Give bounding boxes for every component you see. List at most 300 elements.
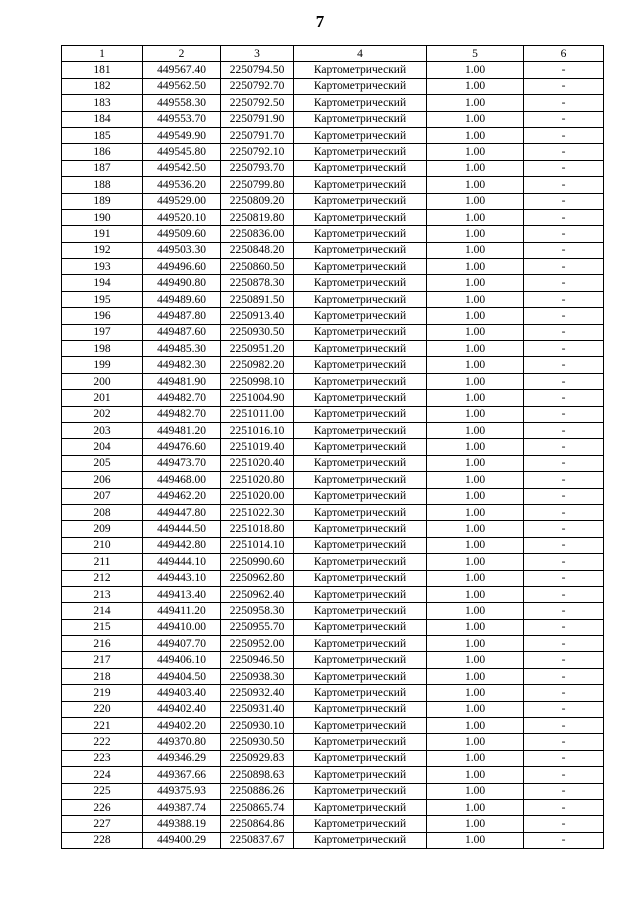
method-cell: Картометрический [294, 242, 427, 258]
y-coordinate-cell: 2250998.10 [221, 373, 294, 389]
note-cell: - [524, 570, 604, 586]
point-number-cell: 218 [62, 668, 143, 684]
note-cell: - [524, 160, 604, 176]
note-cell: - [524, 308, 604, 324]
note-cell: - [524, 734, 604, 750]
table-row [62, 652, 604, 668]
accuracy-cell: 1.00 [427, 619, 524, 635]
x-coordinate-cell: 449444.50 [143, 521, 221, 537]
x-coordinate-cell: 449404.50 [143, 668, 221, 684]
method-cell: Картометрический [294, 193, 427, 209]
point-number-cell: 191 [62, 226, 143, 242]
point-number-cell: 226 [62, 799, 143, 815]
accuracy-cell: 1.00 [427, 554, 524, 570]
y-coordinate-cell: 2251022.30 [221, 504, 294, 520]
method-cell: Картометрический [294, 767, 427, 783]
note-cell: - [524, 832, 604, 848]
x-coordinate-cell: 449447.80 [143, 504, 221, 520]
method-cell: Картометрический [294, 422, 427, 438]
note-cell: - [524, 521, 604, 537]
point-number-cell: 221 [62, 718, 143, 734]
table-row [62, 291, 604, 307]
y-coordinate-cell: 2251004.90 [221, 390, 294, 406]
point-number-cell: 220 [62, 701, 143, 717]
point-number-cell: 222 [62, 734, 143, 750]
note-cell: - [524, 799, 604, 815]
method-cell: Картометрический [294, 652, 427, 668]
column-header: 4 [294, 46, 427, 62]
y-coordinate-cell: 2250792.70 [221, 78, 294, 94]
point-number-cell: 212 [62, 570, 143, 586]
column-header: 3 [221, 46, 294, 62]
note-cell: - [524, 406, 604, 422]
note-cell: - [524, 111, 604, 127]
y-coordinate-cell: 2250878.30 [221, 275, 294, 291]
y-coordinate-cell: 2250955.70 [221, 619, 294, 635]
x-coordinate-cell: 449346.29 [143, 750, 221, 766]
point-number-cell: 206 [62, 472, 143, 488]
y-coordinate-cell: 2250952.00 [221, 636, 294, 652]
note-cell: - [524, 259, 604, 275]
table-row [62, 521, 604, 537]
accuracy-cell: 1.00 [427, 439, 524, 455]
y-coordinate-cell: 2251020.80 [221, 472, 294, 488]
note-cell: - [524, 767, 604, 783]
column-header: 5 [427, 46, 524, 62]
note-cell: - [524, 750, 604, 766]
method-cell: Картометрический [294, 619, 427, 635]
method-cell: Картометрический [294, 472, 427, 488]
method-cell: Картометрический [294, 455, 427, 471]
note-cell: - [524, 127, 604, 143]
table-row [62, 832, 604, 848]
method-cell: Картометрический [294, 406, 427, 422]
method-cell: Картометрический [294, 341, 427, 357]
y-coordinate-cell: 2251020.00 [221, 488, 294, 504]
column-header: 6 [524, 46, 604, 62]
method-cell: Картометрический [294, 308, 427, 324]
method-cell: Картометрический [294, 816, 427, 832]
note-cell: - [524, 193, 604, 209]
point-number-cell: 228 [62, 832, 143, 848]
x-coordinate-cell: 449503.30 [143, 242, 221, 258]
method-cell: Картометрический [294, 554, 427, 570]
method-cell: Картометрический [294, 209, 427, 225]
method-cell: Картометрический [294, 78, 427, 94]
method-cell: Картометрический [294, 324, 427, 340]
x-coordinate-cell: 449442.80 [143, 537, 221, 553]
table-header-row [62, 46, 604, 62]
point-number-cell: 184 [62, 111, 143, 127]
point-number-cell: 227 [62, 816, 143, 832]
x-coordinate-cell: 449411.20 [143, 603, 221, 619]
table-row [62, 554, 604, 570]
method-cell: Картометрический [294, 357, 427, 373]
table-row [62, 390, 604, 406]
accuracy-cell: 1.00 [427, 291, 524, 307]
y-coordinate-cell: 2250837.67 [221, 832, 294, 848]
note-cell: - [524, 685, 604, 701]
note-cell: - [524, 718, 604, 734]
x-coordinate-cell: 449496.60 [143, 259, 221, 275]
method-cell: Картометрический [294, 95, 427, 111]
y-coordinate-cell: 2250886.26 [221, 783, 294, 799]
y-coordinate-cell: 2250864.86 [221, 816, 294, 832]
table-row [62, 242, 604, 258]
accuracy-cell: 1.00 [427, 799, 524, 815]
table-row [62, 324, 604, 340]
y-coordinate-cell: 2250931.40 [221, 701, 294, 717]
column-header: 1 [62, 46, 143, 62]
accuracy-cell: 1.00 [427, 586, 524, 602]
point-number-cell: 209 [62, 521, 143, 537]
point-number-cell: 190 [62, 209, 143, 225]
method-cell: Картометрический [294, 750, 427, 766]
accuracy-cell: 1.00 [427, 472, 524, 488]
point-number-cell: 211 [62, 554, 143, 570]
method-cell: Картометрический [294, 701, 427, 717]
y-coordinate-cell: 2250793.70 [221, 160, 294, 176]
method-cell: Картометрический [294, 636, 427, 652]
point-number-cell: 207 [62, 488, 143, 504]
method-cell: Картометрический [294, 718, 427, 734]
table-body [62, 62, 604, 849]
y-coordinate-cell: 2250946.50 [221, 652, 294, 668]
y-coordinate-cell: 2250962.40 [221, 586, 294, 602]
table-row [62, 308, 604, 324]
accuracy-cell: 1.00 [427, 406, 524, 422]
accuracy-cell: 1.00 [427, 783, 524, 799]
note-cell: - [524, 226, 604, 242]
x-coordinate-cell: 449481.90 [143, 373, 221, 389]
method-cell: Картометрический [294, 537, 427, 553]
accuracy-cell: 1.00 [427, 701, 524, 717]
point-number-cell: 188 [62, 177, 143, 193]
note-cell: - [524, 275, 604, 291]
page-number: 7 [315, 12, 325, 31]
point-number-cell: 196 [62, 308, 143, 324]
table-row [62, 668, 604, 684]
note-cell: - [524, 209, 604, 225]
x-coordinate-cell: 449558.30 [143, 95, 221, 111]
accuracy-cell: 1.00 [427, 242, 524, 258]
method-cell: Картометрический [294, 570, 427, 586]
accuracy-cell: 1.00 [427, 734, 524, 750]
x-coordinate-cell: 449402.20 [143, 718, 221, 734]
x-coordinate-cell: 449468.00 [143, 472, 221, 488]
x-coordinate-cell: 449476.60 [143, 439, 221, 455]
method-cell: Картометрический [294, 226, 427, 242]
x-coordinate-cell: 449545.80 [143, 144, 221, 160]
table-row [62, 144, 604, 160]
y-coordinate-cell: 2250791.70 [221, 127, 294, 143]
point-number-cell: 198 [62, 341, 143, 357]
method-cell: Картометрический [294, 783, 427, 799]
x-coordinate-cell: 449562.50 [143, 78, 221, 94]
point-number-cell: 199 [62, 357, 143, 373]
accuracy-cell: 1.00 [427, 78, 524, 94]
table-row [62, 111, 604, 127]
note-cell: - [524, 390, 604, 406]
x-coordinate-cell: 449402.40 [143, 701, 221, 717]
table-row [62, 209, 604, 225]
point-number-cell: 186 [62, 144, 143, 160]
table-row [62, 373, 604, 389]
y-coordinate-cell: 2250809.20 [221, 193, 294, 209]
point-number-cell: 219 [62, 685, 143, 701]
table-row [62, 406, 604, 422]
accuracy-cell: 1.00 [427, 373, 524, 389]
table-row [62, 259, 604, 275]
method-cell: Картометрический [294, 504, 427, 520]
note-cell: - [524, 668, 604, 684]
x-coordinate-cell: 449520.10 [143, 209, 221, 225]
note-cell: - [524, 504, 604, 520]
x-coordinate-cell: 449549.90 [143, 127, 221, 143]
accuracy-cell: 1.00 [427, 521, 524, 537]
accuracy-cell: 1.00 [427, 62, 524, 78]
point-number-cell: 200 [62, 373, 143, 389]
method-cell: Картометрический [294, 521, 427, 537]
y-coordinate-cell: 2250865.74 [221, 799, 294, 815]
x-coordinate-cell: 449375.93 [143, 783, 221, 799]
method-cell: Картометрический [294, 62, 427, 78]
point-number-cell: 185 [62, 127, 143, 143]
table-row [62, 701, 604, 717]
accuracy-cell: 1.00 [427, 226, 524, 242]
table-row [62, 537, 604, 553]
method-cell: Картометрический [294, 488, 427, 504]
point-number-cell: 194 [62, 275, 143, 291]
method-cell: Картометрический [294, 275, 427, 291]
y-coordinate-cell: 2250938.30 [221, 668, 294, 684]
x-coordinate-cell: 449443.10 [143, 570, 221, 586]
table-row [62, 570, 604, 586]
accuracy-cell: 1.00 [427, 537, 524, 553]
x-coordinate-cell: 449407.70 [143, 636, 221, 652]
accuracy-cell: 1.00 [427, 718, 524, 734]
accuracy-cell: 1.00 [427, 209, 524, 225]
method-cell: Картометрический [294, 799, 427, 815]
accuracy-cell: 1.00 [427, 324, 524, 340]
table-row [62, 177, 604, 193]
y-coordinate-cell: 2250913.40 [221, 308, 294, 324]
point-number-cell: 204 [62, 439, 143, 455]
table-row [62, 226, 604, 242]
accuracy-cell: 1.00 [427, 127, 524, 143]
y-coordinate-cell: 2250836.00 [221, 226, 294, 242]
y-coordinate-cell: 2250930.50 [221, 734, 294, 750]
table-row [62, 734, 604, 750]
note-cell: - [524, 242, 604, 258]
accuracy-cell: 1.00 [427, 259, 524, 275]
accuracy-cell: 1.00 [427, 455, 524, 471]
accuracy-cell: 1.00 [427, 832, 524, 848]
point-number-cell: 202 [62, 406, 143, 422]
point-number-cell: 216 [62, 636, 143, 652]
table-row [62, 636, 604, 652]
point-number-cell: 203 [62, 422, 143, 438]
note-cell: - [524, 472, 604, 488]
accuracy-cell: 1.00 [427, 308, 524, 324]
note-cell: - [524, 537, 604, 553]
accuracy-cell: 1.00 [427, 570, 524, 586]
table-row [62, 619, 604, 635]
table-row [62, 799, 604, 815]
note-cell: - [524, 783, 604, 799]
point-number-cell: 215 [62, 619, 143, 635]
table-row [62, 718, 604, 734]
point-number-cell: 225 [62, 783, 143, 799]
accuracy-cell: 1.00 [427, 488, 524, 504]
y-coordinate-cell: 2250990.60 [221, 554, 294, 570]
note-cell: - [524, 341, 604, 357]
table-row [62, 357, 604, 373]
method-cell: Картометрический [294, 144, 427, 160]
point-number-cell: 182 [62, 78, 143, 94]
x-coordinate-cell: 449487.60 [143, 324, 221, 340]
point-number-cell: 183 [62, 95, 143, 111]
note-cell: - [524, 586, 604, 602]
x-coordinate-cell: 449473.70 [143, 455, 221, 471]
accuracy-cell: 1.00 [427, 144, 524, 160]
column-header: 2 [143, 46, 221, 62]
x-coordinate-cell: 449482.30 [143, 357, 221, 373]
method-cell: Картометрический [294, 439, 427, 455]
accuracy-cell: 1.00 [427, 357, 524, 373]
accuracy-cell: 1.00 [427, 111, 524, 127]
accuracy-cell: 1.00 [427, 750, 524, 766]
note-cell: - [524, 488, 604, 504]
method-cell: Картометрический [294, 685, 427, 701]
accuracy-cell: 1.00 [427, 341, 524, 357]
method-cell: Картометрический [294, 668, 427, 684]
table-row [62, 127, 604, 143]
point-number-cell: 195 [62, 291, 143, 307]
y-coordinate-cell: 2250962.80 [221, 570, 294, 586]
y-coordinate-cell: 2250792.10 [221, 144, 294, 160]
method-cell: Картометрический [294, 373, 427, 389]
x-coordinate-cell: 449542.50 [143, 160, 221, 176]
method-cell: Картометрический [294, 390, 427, 406]
note-cell: - [524, 373, 604, 389]
table-row [62, 95, 604, 111]
x-coordinate-cell: 449387.74 [143, 799, 221, 815]
x-coordinate-cell: 449481.20 [143, 422, 221, 438]
note-cell: - [524, 554, 604, 570]
note-cell: - [524, 439, 604, 455]
table-row [62, 472, 604, 488]
y-coordinate-cell: 2251019.40 [221, 439, 294, 455]
note-cell: - [524, 636, 604, 652]
table-row [62, 586, 604, 602]
x-coordinate-cell: 449367.66 [143, 767, 221, 783]
x-coordinate-cell: 449529.00 [143, 193, 221, 209]
note-cell: - [524, 422, 604, 438]
point-number-cell: 189 [62, 193, 143, 209]
accuracy-cell: 1.00 [427, 177, 524, 193]
y-coordinate-cell: 2250930.10 [221, 718, 294, 734]
point-number-cell: 224 [62, 767, 143, 783]
y-coordinate-cell: 2250930.50 [221, 324, 294, 340]
x-coordinate-cell: 449410.00 [143, 619, 221, 635]
method-cell: Картометрический [294, 111, 427, 127]
accuracy-cell: 1.00 [427, 636, 524, 652]
y-coordinate-cell: 2250958.30 [221, 603, 294, 619]
table-row [62, 488, 604, 504]
coordinates-table [61, 45, 604, 849]
y-coordinate-cell: 2250791.90 [221, 111, 294, 127]
table-row [62, 455, 604, 471]
point-number-cell: 210 [62, 537, 143, 553]
note-cell: - [524, 177, 604, 193]
note-cell: - [524, 95, 604, 111]
note-cell: - [524, 291, 604, 307]
y-coordinate-cell: 2250819.80 [221, 209, 294, 225]
point-number-cell: 223 [62, 750, 143, 766]
note-cell: - [524, 816, 604, 832]
accuracy-cell: 1.00 [427, 275, 524, 291]
x-coordinate-cell: 449444.10 [143, 554, 221, 570]
y-coordinate-cell: 2251016.10 [221, 422, 294, 438]
table-row [62, 160, 604, 176]
table-row [62, 62, 604, 78]
note-cell: - [524, 455, 604, 471]
point-number-cell: 214 [62, 603, 143, 619]
accuracy-cell: 1.00 [427, 422, 524, 438]
table-row [62, 193, 604, 209]
note-cell: - [524, 701, 604, 717]
point-number-cell: 187 [62, 160, 143, 176]
x-coordinate-cell: 449489.60 [143, 291, 221, 307]
accuracy-cell: 1.00 [427, 504, 524, 520]
point-number-cell: 192 [62, 242, 143, 258]
table-row [62, 750, 604, 766]
table-row [62, 767, 604, 783]
accuracy-cell: 1.00 [427, 816, 524, 832]
y-coordinate-cell: 2250929.83 [221, 750, 294, 766]
accuracy-cell: 1.00 [427, 668, 524, 684]
y-coordinate-cell: 2250794.50 [221, 62, 294, 78]
y-coordinate-cell: 2250982.20 [221, 357, 294, 373]
note-cell: - [524, 144, 604, 160]
accuracy-cell: 1.00 [427, 95, 524, 111]
y-coordinate-cell: 2251018.80 [221, 521, 294, 537]
point-number-cell: 181 [62, 62, 143, 78]
x-coordinate-cell: 449482.70 [143, 390, 221, 406]
point-number-cell: 213 [62, 586, 143, 602]
note-cell: - [524, 619, 604, 635]
x-coordinate-cell: 449403.40 [143, 685, 221, 701]
y-coordinate-cell: 2251011.00 [221, 406, 294, 422]
x-coordinate-cell: 449406.10 [143, 652, 221, 668]
x-coordinate-cell: 449490.80 [143, 275, 221, 291]
x-coordinate-cell: 449388.19 [143, 816, 221, 832]
method-cell: Картометрический [294, 291, 427, 307]
x-coordinate-cell: 449567.40 [143, 62, 221, 78]
y-coordinate-cell: 2250792.50 [221, 95, 294, 111]
table-row [62, 504, 604, 520]
point-number-cell: 193 [62, 259, 143, 275]
accuracy-cell: 1.00 [427, 193, 524, 209]
table-row [62, 603, 604, 619]
note-cell: - [524, 62, 604, 78]
note-cell: - [524, 78, 604, 94]
accuracy-cell: 1.00 [427, 603, 524, 619]
x-coordinate-cell: 449536.20 [143, 177, 221, 193]
method-cell: Картометрический [294, 177, 427, 193]
y-coordinate-cell: 2251014.10 [221, 537, 294, 553]
